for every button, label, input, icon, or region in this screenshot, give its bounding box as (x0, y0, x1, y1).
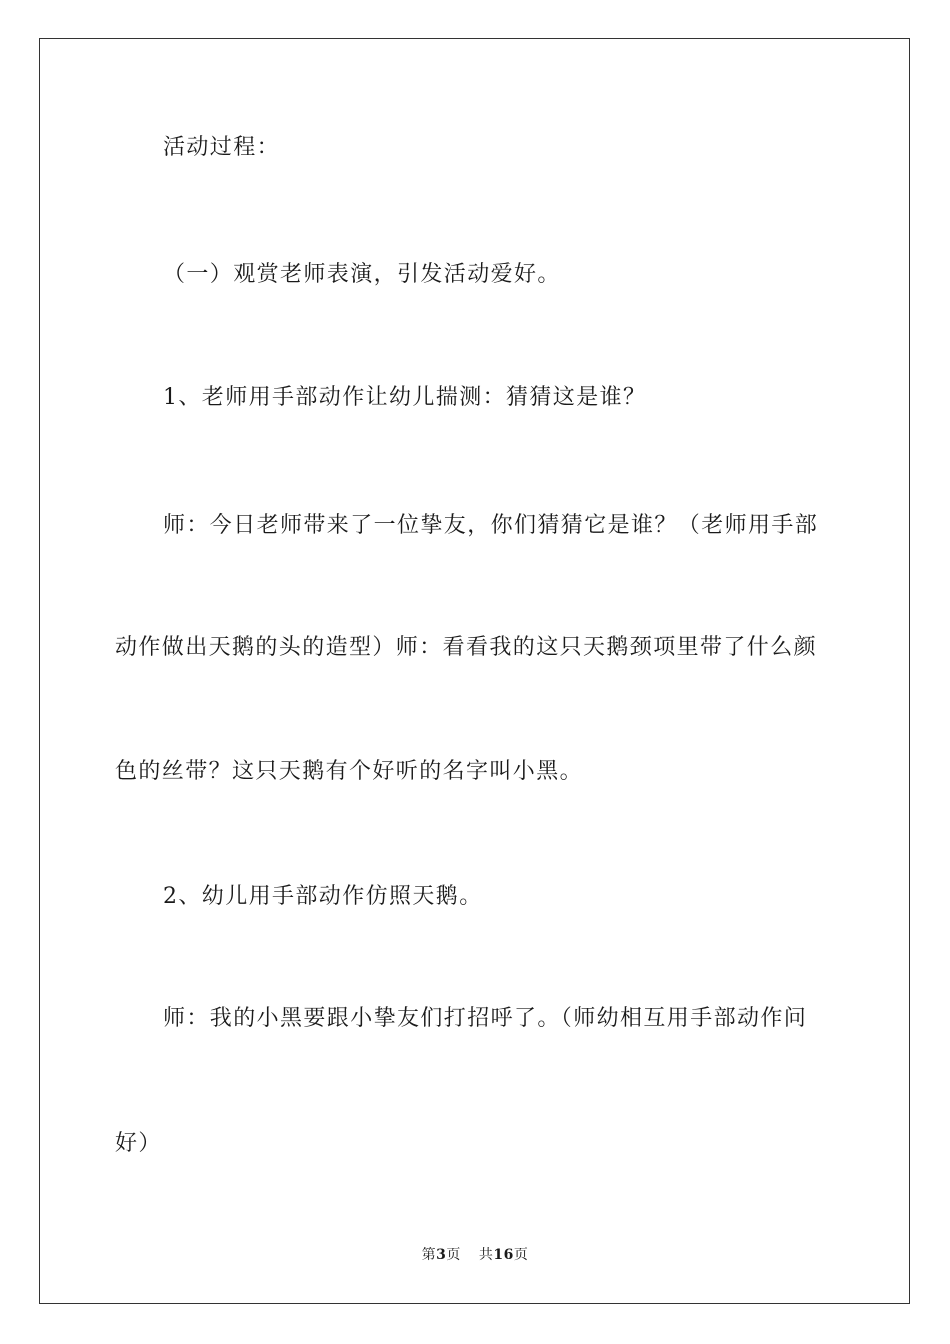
paragraph-line: 师：今日老师带来了一位挚友，你们猜猜它是谁？（老师用手部 (163, 513, 819, 538)
total-pages: 16 (493, 1247, 514, 1263)
total-prefix: 共 (478, 1247, 494, 1263)
page-prefix: 第 (421, 1247, 437, 1263)
paragraph-line: 色的丝带？这只天鹅有个好听的名字叫小黑。 (115, 759, 584, 784)
page-suffix: 页 (446, 1247, 461, 1263)
paragraph-line: 动作做出天鹅的头的造型）师：看看我的这只天鹅颈项里带了什么颜 (115, 635, 818, 660)
page-number: 3 (436, 1247, 447, 1263)
total-suffix: 页 (513, 1247, 529, 1263)
paragraph-line: 活动过程： (163, 135, 281, 160)
paragraph-line: 1、老师用手部动作让幼儿揣测：猜猜这是谁？ (163, 385, 647, 410)
paragraph-line: 师：我的小黑要跟小挚友们打招呼了。（师幼相互用手部动作问 (163, 1006, 808, 1031)
page-border (39, 38, 910, 1304)
paragraph-line: 好） (115, 1131, 162, 1156)
paragraph-line: （一）观赏老师表演，引发活动爱好。 (163, 262, 561, 287)
paragraph-line: 2、幼儿用手部动作仿照天鹅。 (163, 884, 483, 909)
page-footer (0, 1245, 950, 1265)
